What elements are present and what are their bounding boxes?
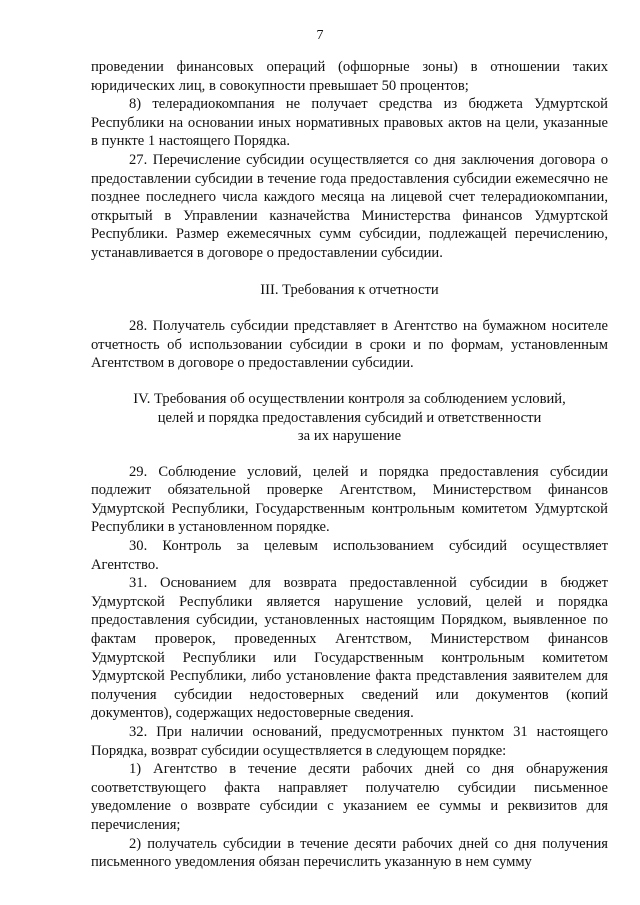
section-heading-3: III. Требования к отчетности [260,281,439,298]
paragraph-32-item-1: 1) Агентство в течение десяти рабочих дней со дня обнаружения соответствующего факта направляет получателю субсидии письменное уведомление о возврате субсидии с указанием ее суммы и реквизитов для перечисления; [91,761,608,833]
section-heading-4-line-1: IV. Требования об осуществлении контроля за соблюдением условий, [133,390,566,407]
section-heading-4 [91,390,608,446]
section-heading-4-line-3: за их нарушение [297,428,402,445]
paragraph-28: 28. Получатель субсидии представляет в Агентство на бумажном носителе отчетность об использовании субсидии в сроки и по формам, установленным Агентством в договоре о предоставлении субсидии. [91,318,608,372]
paragraph-item-8: 8) телерадиокомпания не получает средства из бюджета Удмуртской Республики на основании иных нормативных правовых актов на цели, указанные в пункте 1 настоящего Порядка. [91,96,608,150]
paragraph-30: 30. Контроль за целевым использованием субсидий осуществляет Агентство. [91,538,608,573]
paragraph-32-item-2: 2) получатель субсидии в течение десяти рабочих дней со дня получения письменного уведомления обязан перечислить указанную в нем сумму [91,835,608,871]
page-number: 7 [316,28,324,43]
document-body [91,58,608,872]
section-heading-4-line-2: целей и порядка предоставления субсидий и ответственности [157,409,542,426]
paragraph-27: 27. Перечисление субсидии осуществляется со дня заключения договора о предоставлении субсидии в течение года предоставления субсидии ежемесячно не позднее последнего числа каждого месяца на лицевой счет телерадиокомпании, открытый в Управлении казначейства Министерства финансов Удмуртской Республики. Размер ежемесячных сумм субсидии, подлежащей перечислению, устанавливается в договоре о предоставлении субсидии. [91,151,608,261]
paragraph-31: 31. Основанием для возврата предоставленной субсидии в бюджет Удмуртской Республики является нарушение условий, целей и порядка предоставления субсидии, установленных настоящим Порядком, выявленное по фактам проверок, проведенных Агентством, Министерством финансов Удмуртской Республики или Государственным контрольным комитетом Удмуртской Республики, либо установление факта представления заявителем для получения субсидии недостоверных сведений или документов (копий документов), содержащих недостоверные сведения. [91,575,608,722]
paragraph-32: 32. При наличии оснований, предусмотренных пунктом 31 настоящего Порядка, возврат субсидии осуществляется в следующем порядке: [91,724,608,759]
paragraph-continuation: проведении финансовых операций (офшорные зоны) в отношении таких юридических лиц, в совокупности превышает 50 процентов; [91,59,608,94]
paragraph-29: 29. Соблюдение условий, целей и порядка предоставления субсидии подлежит обязательной проверке Агентством, Министерством финансов Удмуртской Республики, Государственным контрольным комитетом Удмуртской Республики в установленном порядке. [91,463,608,536]
